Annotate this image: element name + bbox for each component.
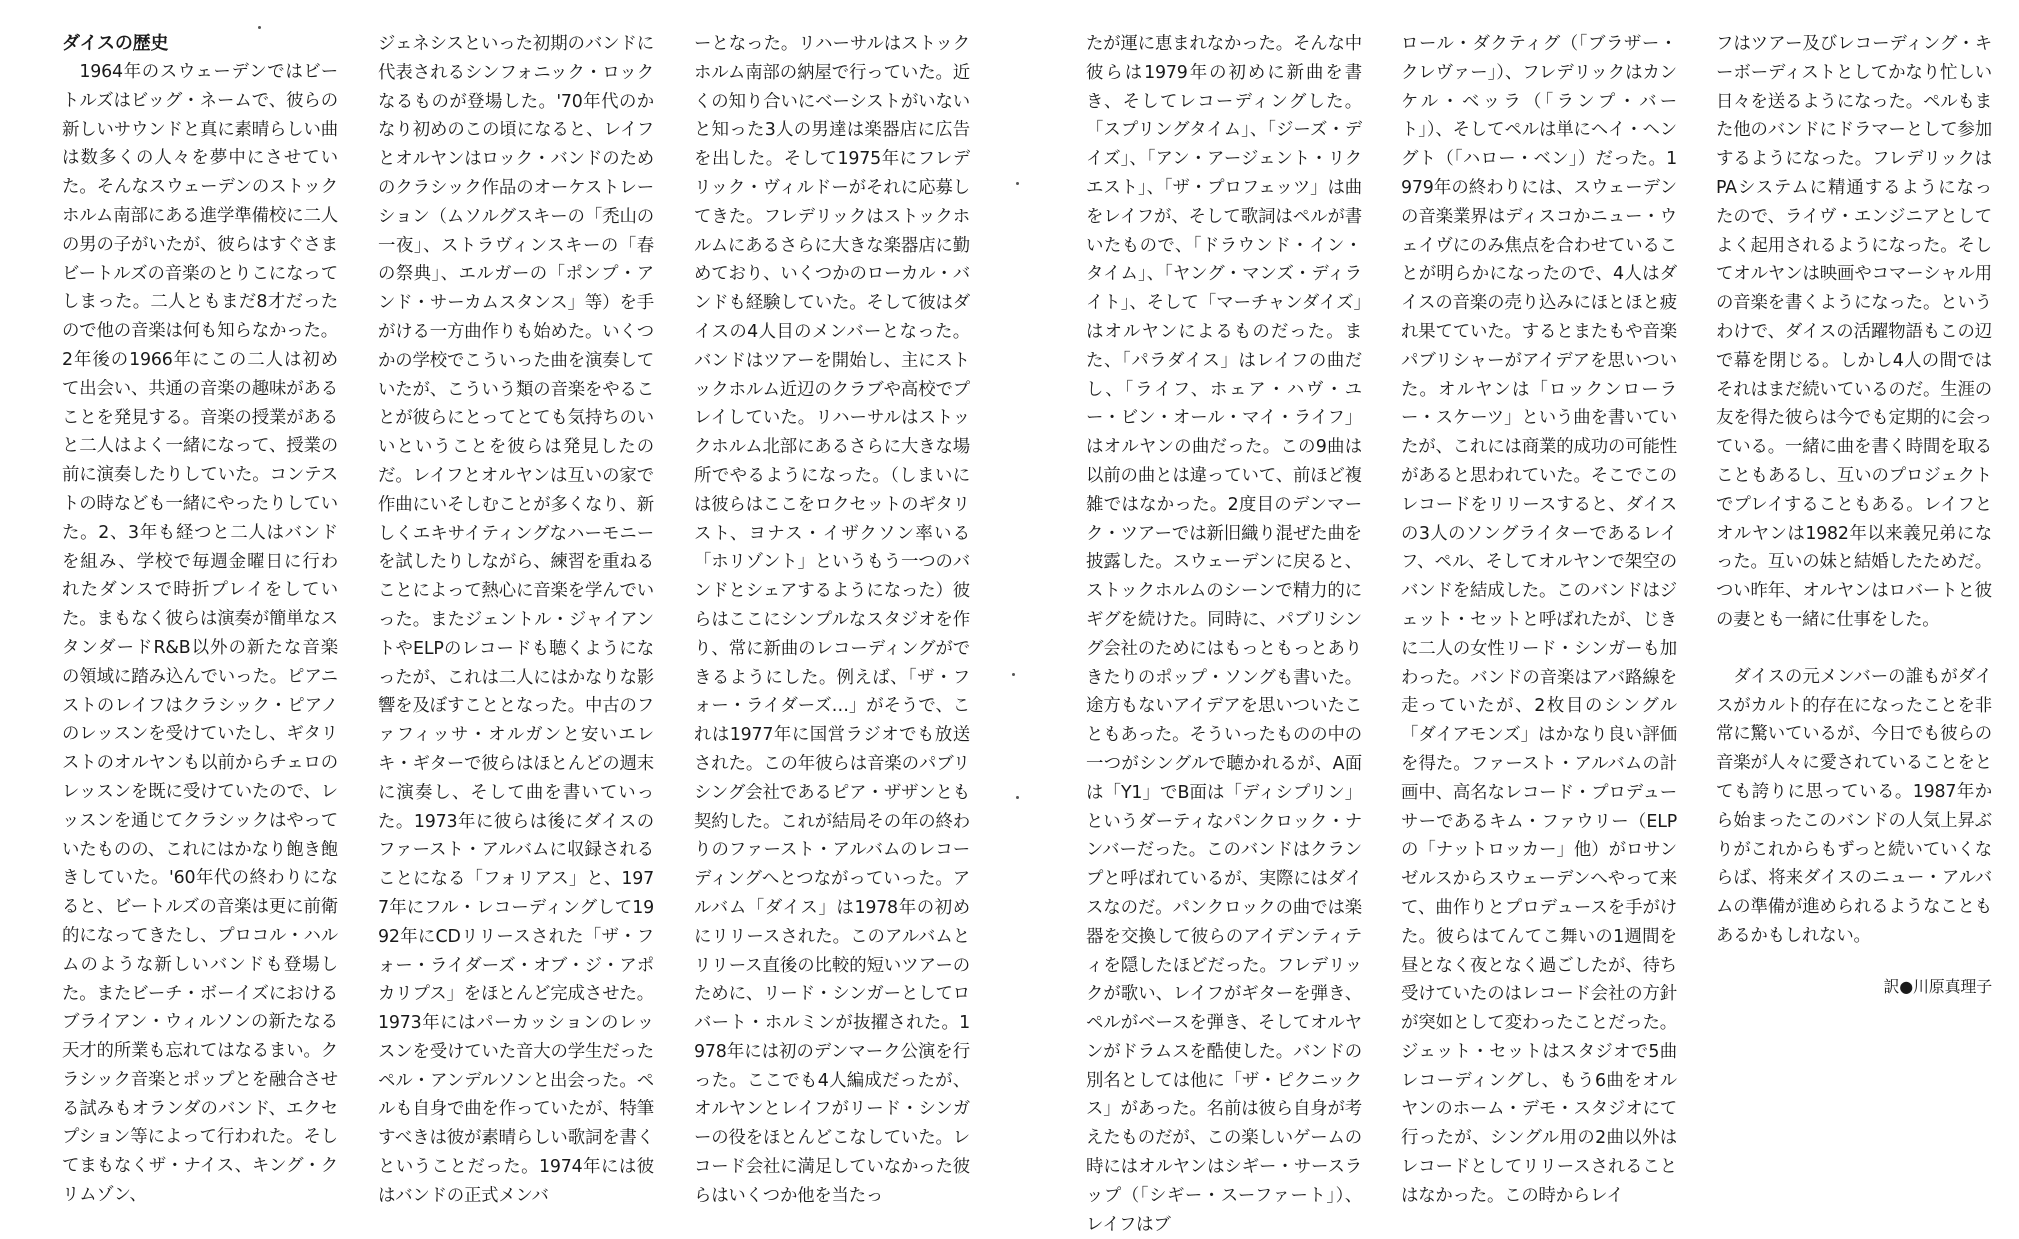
left-column-3 — [694, 30, 970, 1206]
paragraph: ジェネシスといった初期のバンドに代表されるシンフォニック・ロックなるものが登場した。'70年代のかなり初めのこの頃になると、レイフとオルヤンはロック・バンドのためのクラシック作品のオーケストレーション（ムソルグスキーの「禿山の一夜」、ストラヴィンスキーの「春の祭典」、エルガーの「ポンプ・アンド・サーカムスタンス」等）を手がける一方曲作りも始めた。いくつかの学校でこういった曲を演奏していたが、こういう類の音楽をやることが彼らにとってとても気持ちのいいということを彼らは発見したのだ。レイフとオルヤンは互いの家で作曲にいそしむことが多くなり、新しくエキサイティングなハーモニーを試したりしながら、練習を重ねることによって熱心に音楽を学んでいった。またジェントル・ジャイアントやELPのレコードも聴くようになったが、これは二人にはかなりな影響を及ぼすこととなった。中古のファフィッサ・オルガンと安いエレキ・ギターで彼らはほとんどの週末に演奏し、そして曲を書いていった。1973年に彼らは後にダイスのファースト・アルバムに収録されることになる「フォリアス」と、1977年にフル・レコーディングして1992年にCDリリースされた「ザ・フォー・ライダーズ・オブ・ジ・アポカリプス」をほとんど完成させた。1973年にはパーカッションのレッスンを受けていた音大の学生だったペル・アンデルソンと出会った。ペルも自身で曲を作っていたが、特筆すべきは彼が素晴らしい歌詞を書くということだった。1974年には彼はバンドの正式メンバ — [378, 34, 654, 1206]
right-column-2 — [1401, 30, 1677, 1206]
paragraph: 1964年のスウェーデンではビートルズはビッグ・ネームで、彼らの新しいサウンドと真に素晴らしい曲は数多くの人々を夢中にさせていた。そんなスウェーデンのストックホルム南部にある進学準備校に二人の男の子がいたが、彼らはすぐさまビートルズの音楽のとりこになってしまった。二人ともまだ8才だったので他の音楽は何も知らなかった。2年後の1966年にこの二人は初めて出会い、共通の音楽の趣味があることを発見する。音楽の授業があると二人はよく一緒になって、授業の前に演奏したりしていた。コンテストの時なども一緒にやったりしていた。2、3年も経つと二人はバンドを組み、学校で毎週金曜日に行われたダンスで時折プレイをしていた。まもなく彼らは演奏が簡単なスタンダードR&B以外の新たな音楽の領域に踏み込んでいった。ピアニストのレイフはクラシック・ピアノのレッスンを受けていたし、ギタリストのオルヤンも以前からチェロのレッスンを既に受けていたので、レッスンを通じてクラシックはやっていたものの、これにはかなり飽き飽きしていた。'60年代の終わりになると、ビートルズの音楽は更に前衛的になってきたし、プロコル・ハルムのような新しいバンドも登場した。またビーチ・ボーイズにおけるブライアン・ウィルソンの新たなる天才的所業も忘れてはなるまい。クラシック音楽とポップとを融合させる試みもオランダのバンド、エクセプション等によって行われた。そしてまもなくザ・ナイス、キング・クリムゾン、 — [62, 62, 338, 1206]
paragraph: たが運に恵まれなかった。そんな中彼らは1979年の初めに新曲を書き、そしてレコーディングした。「スプリングタイム」、「ジーズ・デイズ」、「アン・アージェント・リクエスト」、「ザ・プロフェッツ」は曲をレイフが、そして歌詞はペルが書いたもので、「ドラウンド・イン・タイム」、「ヤング・マンズ・ディライト」、そして「マーチャンダイズ」はオルヤンによるものだった。また、「パラダイス」はレイフの曲だし、「ライフ、ホェア・ハヴ・ユー・ビン・オール・マイ・ライフ」はオルヤンの曲だった。この9曲は以前の曲とは違っていて、前ほど複雑ではなかった。2度目のデンマーク・ツアーでは新旧織り混ぜた曲を披露した。スウェーデンに戻ると、ストックホルムのシーンで精力的にギグを続けた。同時に、パブリシング会社のためにはもっともっとありきたりのポップ・ソングも書いた。途方もないアイデアを思いついたこともあった。そういったものの中の一つがシングルで聴かれるが、A面は「Y1」でB面は「ディシプリン」というダーティなパンクロック・ナンバーだった。このバンドはクランプと呼ばれているが、実際にはダイスなのだ。パンクロックの曲では楽器を交換して彼らのアイデンティティを隠したほどだった。フレデリックが歌い、レイフがギターを弾き、ペルがベースを弾き、そしてオルヤンがドラムスを酷使した。バンドの別名としては他に「ザ・ピクニックス」があった。名前は彼ら自身が考えたものだが、この楽しいゲームの時にはオルヤンはシギー・サースラップ（「シギー・スーファート」）、レイフはブ — [1086, 34, 1362, 1235]
translator-credit: 訳●川原真理子 — [1883, 976, 1992, 996]
scan-speck — [1016, 796, 1019, 799]
paragraph: ーとなった。リハーサルはストックホルム南部の納屋で行っていた。近くの知り合いにベーシストがいないと知った3人の男達は楽器店に広告を出した。そして1975年にフレデリック・ヴィルドーがそれに応募してきた。フレデリックはストックホルムにあるさらに大きな楽器店に勤めており、いくつかのローカル・バンドも経験していた。そして彼はダイスの4人目のメンバーとなった。バンドはツアーを開始し、主にストックホルム近辺のクラブや高校でプレイしていた。リハーサルはストックホルム北部にあるさらに大きな場所でやるようになった。（しまいには彼らはここをロクセットのギタリスト、ヨナス・イザクソン率いる「ホリゾント」というもう一つのバンドとシェアするようになった）彼らはここにシンプルなスタジオを作り、常に新曲のレコーディングができるようにした。例えば、「ザ・フォー・ライダーズ…」がそうで、これは1977年に国営ラジオでも放送された。この年彼らは音楽のパブリシング会社であるピア・ザザンとも契約した。これが結局その年の終わりのファースト・アルバムのレコーディングへとつながっていった。アルバム「ダイス」は1978年の初めにリリースされた。このアルバムとリリース直後の比較的短いツアーのために、リード・シンガーとしてロバート・ホルミンが抜擢された。1978年には初のデンマーク公演を行った。ここでも4人編成だったが、オルヤンとレイフがリード・シンガーの役をほとんどこなしていた。レコード会社に満足していなかった彼らはいくつか他を当たっ — [694, 34, 970, 1206]
scan-speck — [1016, 182, 1019, 185]
right-column-3 — [1716, 30, 1992, 996]
right-column-1 — [1086, 30, 1362, 1235]
right-page — [1086, 30, 1992, 1235]
left-column-1 — [62, 30, 338, 1206]
page-gutter — [985, 0, 1075, 1000]
left-page — [62, 30, 972, 1206]
paragraph-gap — [1716, 635, 1992, 663]
scan-speck — [1012, 673, 1015, 676]
paragraph: ダイスの元メンバーの誰もがダイスがカルト的存在になったことを非常に驚いているが、今日でも彼らの音楽が人々に愛されていることをとても誇りに思っている。1987年から始まったこのバンドの人気上昇ぶりがこれからもずっと続いていくならば、将来ダイスのニュー・アルバムの準備が進められるようなこともあるかもしれない。 — [1716, 666, 1992, 946]
paragraph: フはツアー及びレコーディング・キーボーディストとしてかなり忙しい日々を送るようになった。ペルもまた他のバンドにドラマーとして参加するようになった。フレデリックはPAシステムに精通するようになったので、ライヴ・エンジニアとしてよく起用されるようになった。そしてオルヤンは映画やコマーシャル用の音楽を書くようになった。というわけで、ダイスの活躍物語もこの辺で幕を閉じる。しかし4人の間ではそれはまだ続いているのだ。生涯の友を得た彼らは今でも定期的に会っている。一緒に曲を書く時間を取ることもあるし、互いのプロジェクトでプレイすることもある。レイフとオルヤンは1982年以来義兄弟になった。互いの妹と結婚したためだ。つい昨年、オルヤンはロバートと彼の妻とも一緒に仕事をした。 — [1716, 34, 1992, 630]
article-heading: ダイスの歴史 — [62, 33, 169, 54]
scan-speck — [258, 26, 261, 29]
paragraph: ロール・ダクティグ（「ブラザー・クレヴァー」）、フレデリックはカンケル・ベッラ（「ランプ・バート」）、そしてペルは単にヘイ・ヘングト（「ハロー・ベン」）だった。1979年の終わりには、スウェーデンの音楽業界はディスコかニュー・ウェイヴにのみ焦点を合わせていることが明らかになったので、4人はダイスの音楽の売り込みにほとほと疲れ果てていた。するとまたもや音楽パブリシャーがアイデアを思いついた。オルヤンは「ロックンローラー・スケーツ」という曲を書いていたが、これには商業的成功の可能性があると思われていた。そこでこのレコードをリリースすると、ダイスの3人のソングライターであるレイフ、ペル、そしてオルヤンで架空のバンドを結成した。このバンドはジェット・セットと呼ばれたが、じきに二人の女性リード・シンガーも加わった。バンドの音楽はアバ路線を走っていたが、2枚目のシングル「ダイアモンズ」はかなり良い評価を得た。ファースト・アルバムの計画中、高名なレコード・プロデューサーであるキム・ファウリー（ELPの「ナットロッカー」他）がロサンゼルスからスウェーデンへやって来て、曲作りとプロデュースを手がけた。彼らはてんてこ舞いの1週間を昼となく夜となく過ごしたが、待ち受けていたのはレコード会社の方針が突如として変わったことだった。ジェット・セットはスタジオで5曲レコーディングし、もう6曲をオルヤンのホーム・デモ・スタジオにて行ったが、シングル用の2曲以外はレコードとしてリリースされることはなかった。この時からレイ — [1401, 34, 1677, 1206]
left-column-2 — [378, 30, 654, 1206]
